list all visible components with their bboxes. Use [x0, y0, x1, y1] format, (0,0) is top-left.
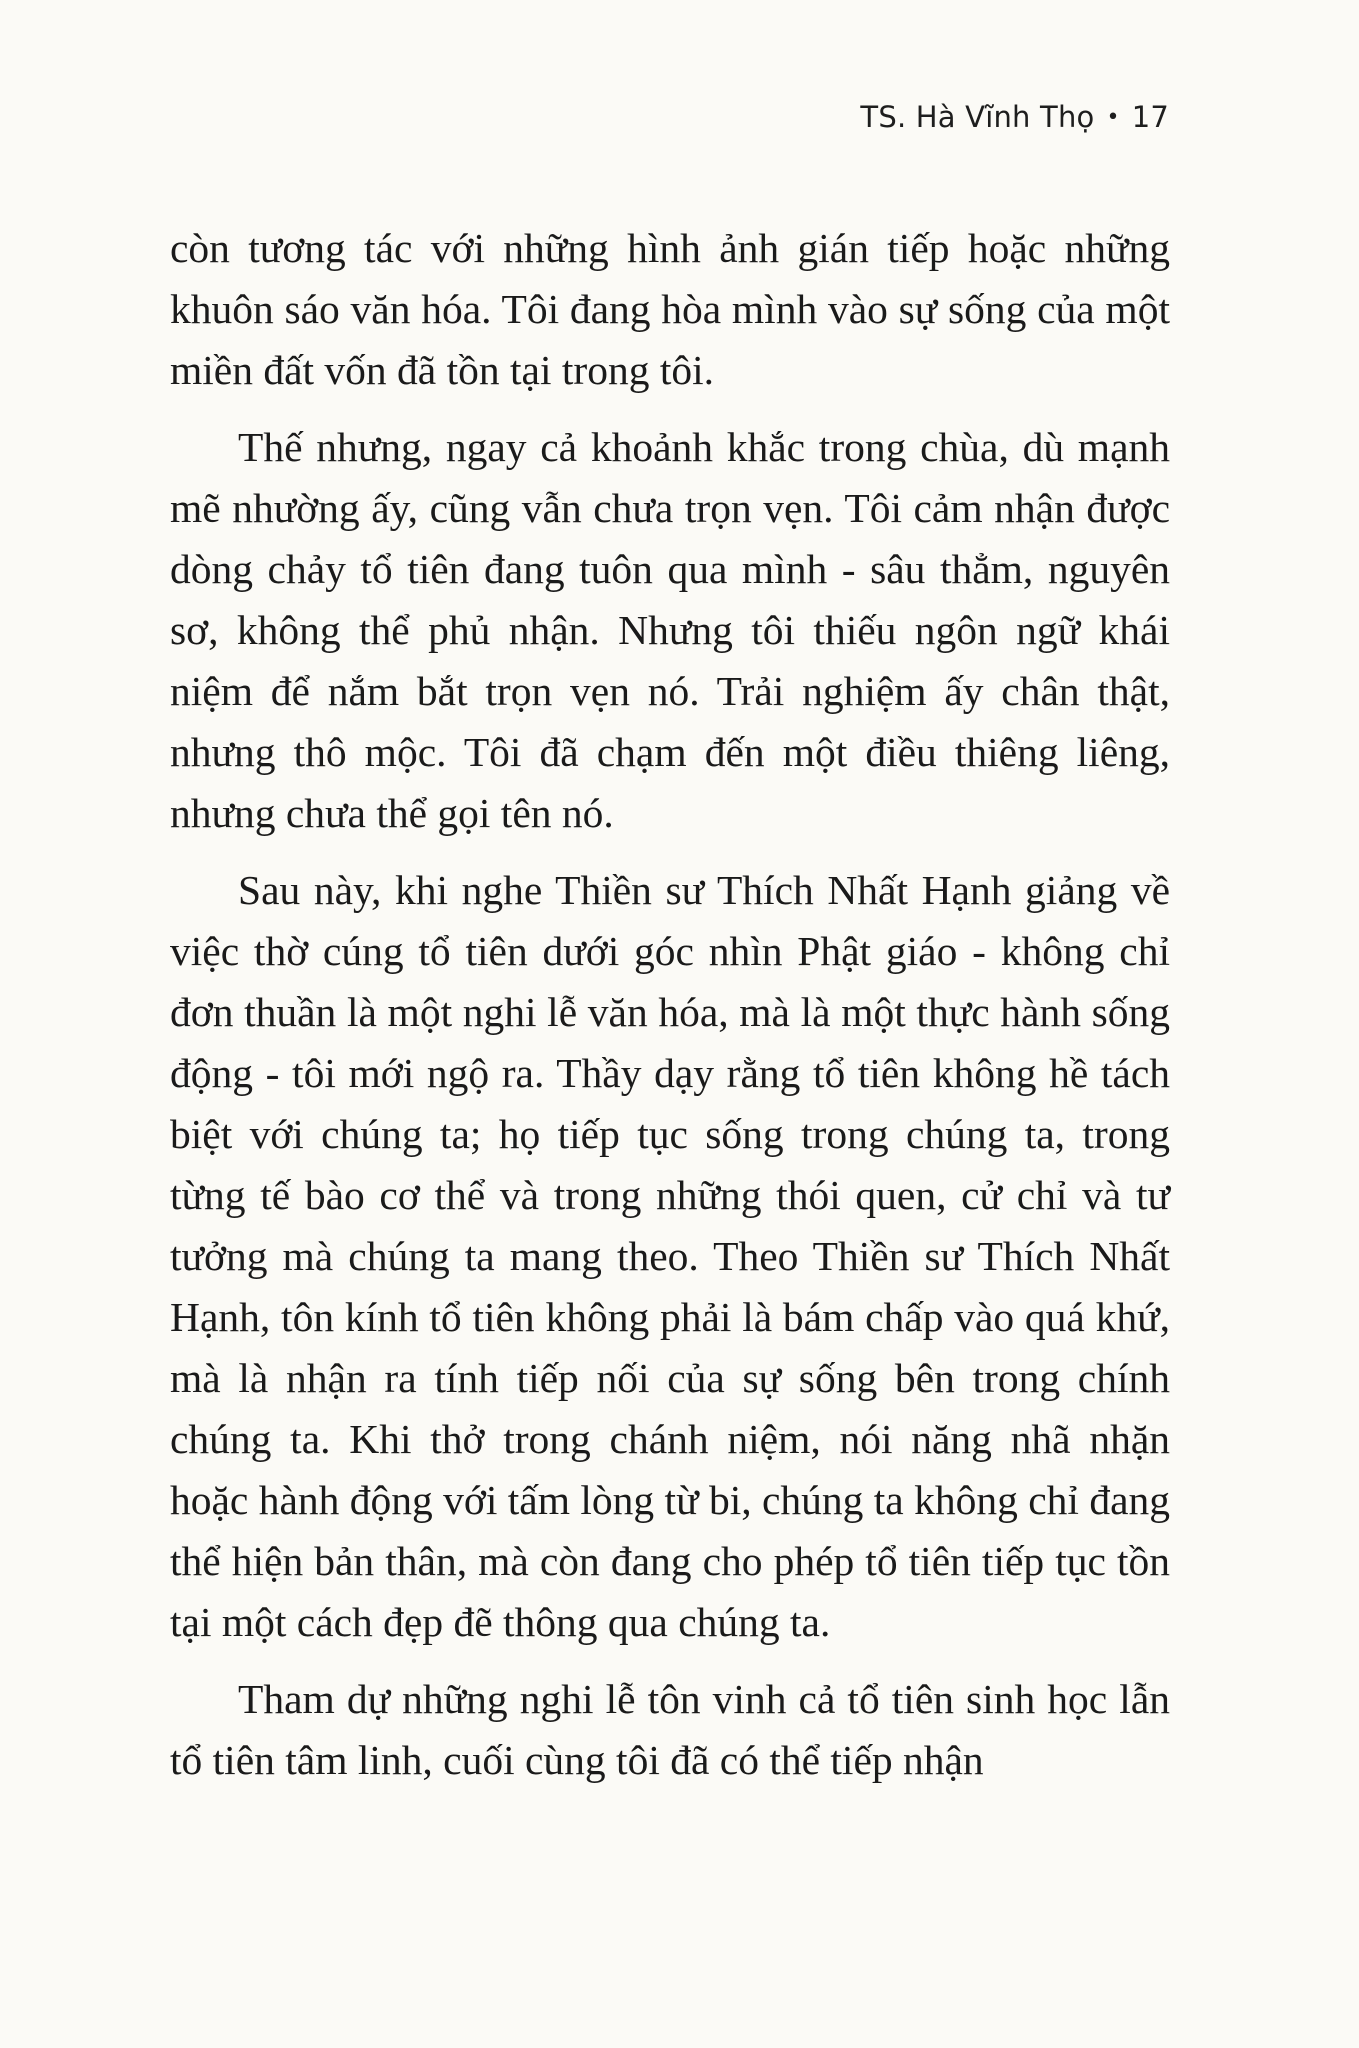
paragraph: Thế nhưng, ngay cả khoảnh khắc trong chùa, dù mạnh mẽ nhường ấy, cũng vẫn chưa trọn vẹn. Tôi cảm nhận được dòng chảy tổ tiên đang tuôn qua mình - sâu thẳm, nguyên sơ, không thể phủ nhận. Nhưng tôi thiếu ngôn ngữ khái niệm để nắm bắt trọn vẹn nó. Trải nghiệm ấy chân thật, nhưng thô mộc. Tôi đã chạm đến một điều thiêng liêng, nhưng chưa thể gọi tên nó.	[170, 424, 1170, 836]
paragraph: Sau này, khi nghe Thiền sư Thích Nhất Hạnh giảng về việc thờ cúng tổ tiên dưới góc nhìn Phật giáo - không chỉ đơn thuần là một nghi lễ văn hóa, mà là một thực hành sống động - tôi mới ngộ ra. Thầy dạy rằng tổ tiên không hề tách biệt với chúng ta; họ tiếp tục sống trong chúng ta, trong từng tế bào cơ thể và trong những thói quen, cử chỉ và tư tưởng mà chúng ta mang theo. Theo Thiền sư Thích Nhất Hạnh, tôn kính tổ tiên không phải là bám chấp vào quá khứ, mà là nhận ra tính tiếp nối của sự sống bên trong chính chúng ta. Khi thở trong chánh niệm, nói năng nhã nhặn hoặc hành động với tấm lòng từ bi, chúng ta không chỉ đang thể hiện bản thân, mà còn đang cho phép tổ tiên tiếp tục tồn tại một cách đẹp đẽ thông qua chúng ta.	[170, 867, 1170, 1645]
running-header	[860, 100, 1169, 134]
header-author: TS. Hà Vĩnh Thọ	[860, 100, 1095, 134]
header-separator: •	[1106, 105, 1120, 130]
paragraph-continuation: còn tương tác với những hình ảnh gián tiếp hoặc những khuôn sáo văn hóa. Tôi đang hòa mình vào sự sống của một miền đất vốn đã tồn tại trong tôi.	[170, 225, 1170, 393]
body-text	[170, 218, 1170, 1807]
paragraph: Tham dự những nghi lễ tôn vinh cả tổ tiên sinh học lẫn tổ tiên tâm linh, cuối cùng tôi đã có thể tiếp nhận	[170, 1676, 1170, 1783]
page-number: 17	[1131, 100, 1169, 134]
